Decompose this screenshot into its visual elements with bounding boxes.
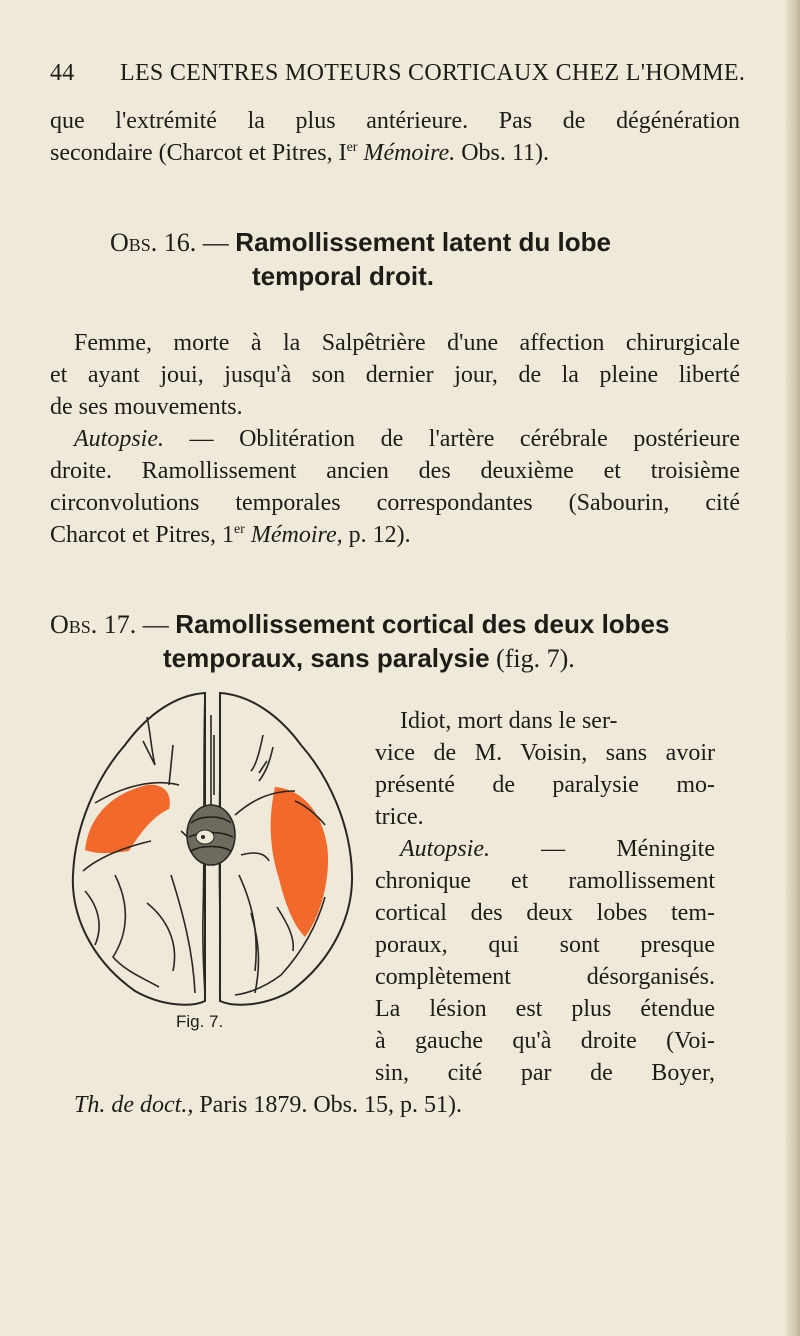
text-line: à gauche qu'à droite (Voi- (375, 1028, 715, 1054)
obs17-heading (50, 608, 669, 641)
text-span: — Oblitération de l'artère cérébrale postérieure (164, 426, 740, 452)
text-line: Idiot, mort dans le ser- (400, 708, 618, 734)
obs-label: Obs. 16. — (110, 228, 236, 257)
text-span: secondaire (Charcot et Pitres, I (50, 140, 347, 166)
text-line: complètement désorganisés. (375, 964, 715, 990)
text-line: Femme, morte à la Salpêtrière d'une affection chirurgicale (74, 330, 740, 356)
text-line (74, 1090, 462, 1120)
text-line: chronique et ramollissement (375, 868, 715, 894)
text-line: La lésion est plus étendue (375, 996, 715, 1022)
superscript: er (233, 522, 245, 537)
text-span: p. 12). (342, 522, 411, 548)
left-temporal-lesion (85, 785, 170, 853)
obs-title-tail: (fig. 7). (489, 644, 575, 673)
obs-title: Ramollissement latent du lobe (235, 227, 611, 257)
obs-label: Obs. 17. — (50, 610, 176, 639)
text-span: Obs. 11). (455, 140, 549, 166)
text-line (50, 138, 549, 168)
text-line: présenté de paralysie mo- (375, 772, 715, 798)
text-line: circonvolutions temporales correspondantes (Sabourin, cité (50, 490, 740, 516)
text-line: de ses mouvements. (50, 394, 243, 420)
text-line (74, 424, 740, 454)
text-line: poraux, qui sont presque (375, 932, 715, 958)
text-line: que l'extrémité la plus antérieure. Pas de dégénération (50, 108, 740, 134)
brain-figure (55, 675, 370, 1020)
superscript: er (346, 140, 358, 155)
text-line: droite. Ramollissement ancien des deuxième et troisième (50, 458, 740, 484)
text-line (400, 834, 715, 864)
text-span: — Méningite (490, 836, 715, 862)
obs-title: temporaux, sans paralysie (163, 643, 490, 673)
brainstem (187, 805, 235, 865)
obs-title: Ramollissement cortical des deux lobes (175, 609, 670, 639)
text-line: trice. (375, 804, 424, 830)
obs17-heading-line2 (163, 642, 575, 675)
italic-span: Autopsie. (74, 426, 164, 452)
obs16-heading-line2 (252, 260, 434, 293)
page-number: 44 (50, 60, 75, 86)
text-line (50, 520, 411, 550)
italic-span: Mémoire. (363, 140, 456, 166)
page-edge (786, 0, 800, 1336)
text-line: vice de M. Voisin, sans avoir (375, 740, 715, 766)
text-line: et ayant joui, jusqu'à son dernier jour, de la pleine liberté (50, 362, 740, 388)
italic-span: Th. de doct., (74, 1092, 194, 1118)
running-title: LES CENTRES MOTEURS CORTICAUX CHEZ L'HOMME. (120, 60, 746, 86)
figure-caption: Fig. 7. (176, 1012, 224, 1031)
text-line: cortical des deux lobes tem- (375, 900, 715, 926)
italic-span: Autopsie. (400, 836, 490, 862)
running-head (50, 60, 746, 87)
text-span: Paris 1879. Obs. 15, p. 51). (193, 1092, 462, 1118)
obs-title: temporal droit. (252, 261, 435, 291)
text-line: sin, cité par de Boyer, (375, 1060, 715, 1086)
italic-span: Mémoire, (250, 522, 343, 548)
obs16-heading (110, 226, 611, 259)
text-span: Charcot et Pitres, 1 (50, 522, 234, 548)
